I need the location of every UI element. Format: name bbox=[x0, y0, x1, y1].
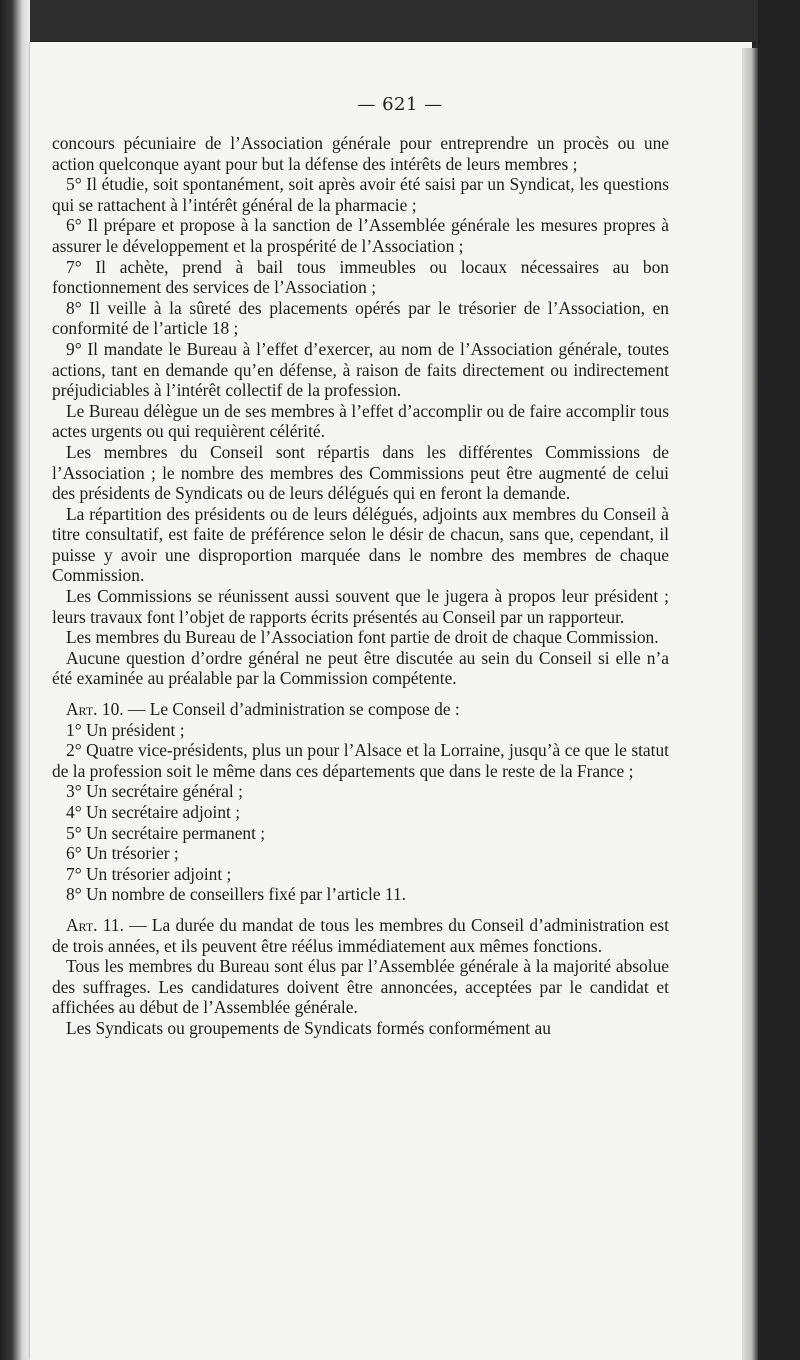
list-item: 8° Un nombre de conseillers fixé par l’article 11. bbox=[66, 884, 406, 905]
paragraph: La répartition des présidents ou de leurs délégués, adjoints aux membres du Conseil à titre consultatif, est faite de préférence selon le désir de chacun, sans que, cependant, il puisse y avoir une disproportion marquée dans le nombre des membres de chaque Commission. bbox=[52, 503, 669, 586]
facing-page-edge bbox=[0, 0, 30, 1360]
paragraph: Les Commissions se réunissent aussi souvent que le jugera à propos leur président ; leurs travaux font l’objet de rapports écrits présentés au Conseil par un rapporteur. bbox=[52, 586, 669, 627]
paragraph: Les Syndicats ou groupements de Syndicats formés conformément au bbox=[66, 1017, 551, 1038]
paragraph: 7° Il achète, prend à bail tous immeubles ou locaux nécessaires au bon fonctionnement des services de l’Association ; bbox=[52, 256, 669, 298]
article-11-heading: Art. 11. bbox=[66, 914, 124, 935]
paragraph: 6° Il prépare et propose à la sanction de l’Assemblée générale les mesures propres à assurer le développement et la prospérité de l’Association ; bbox=[52, 215, 669, 256]
article-10-heading: Art. 10. bbox=[66, 699, 124, 720]
article-11-text: — La durée du mandat de tous les membres du Conseil d’administration est de trois années, et ils peuvent être réélus immédiatement aux mêmes fonctions. bbox=[52, 914, 669, 956]
page-number: — 621 — bbox=[357, 94, 443, 115]
paragraph: concours pécuniaire de l’Association générale pour entreprendre un procès ou une action quelconque ayant pour but la défense des intérêts de leurs membres ; bbox=[52, 133, 669, 174]
list-item: 3° Un secrétaire général ; bbox=[66, 781, 243, 802]
list-item: 6° Un trésorier ; bbox=[66, 843, 179, 864]
article-11 bbox=[52, 915, 669, 956]
article-10 bbox=[52, 699, 669, 720]
paragraph: Aucune question d’ordre général ne peut être discutée au sein du Conseil si elle n’a été examinée au préalable par la Commission compétente. bbox=[52, 647, 669, 689]
list-item: 2° Quatre vice-présidents, plus un pour l’Alsace et la Lorraine, jusqu’à ce que le statut de la profession soit le même dans ces départements que dans le reste de la France ; bbox=[52, 740, 669, 781]
paragraph: Les membres du Conseil sont répartis dans les différentes Commissions de l’Association ; le nombre des membres des Commissions peut être augmenté de celui des présidents de Syndicats ou de leurs délégués qui en feront la demande. bbox=[52, 441, 669, 504]
spacer bbox=[52, 689, 669, 699]
list-item: 1° Un président ; bbox=[66, 719, 185, 740]
paragraph: 5° Il étudie, soit spontanément, soit après avoir été saisi par un Syndicat, les questions qui se rattachent à l’intérêt général de la pharmacie ; bbox=[52, 174, 669, 215]
paragraph: 8° Il veille à la sûreté des placements opérés par le trésorier de l’Association, en conformité de l’article 18 ; bbox=[52, 297, 669, 339]
list-item: 4° Un secrétaire adjoint ; bbox=[66, 802, 241, 822]
paragraph: 9° Il mandate le Bureau à l’effet d’exercer, au nom de l’Association générale, toutes actions, tant en demande qu’en défense, à raison de faits directement ou indirectement préjudiciables à l’intérêt collectif de la profession. bbox=[52, 338, 669, 401]
spacer bbox=[52, 905, 669, 915]
scan-border-right bbox=[758, 0, 800, 1360]
paragraph: Tous les membres du Bureau sont élus par l’Assemblée générale à la majorité absolue des suffrages. Les candidatures doivent être annoncées, acceptées par le candidat et affichées au début de l’Assemblée générale. bbox=[52, 956, 669, 1018]
list-item: 7° Un trésorier adjoint ; bbox=[66, 863, 232, 884]
article-10-text: — Le Conseil d’administration se compose de : bbox=[123, 699, 460, 720]
paragraph: Le Bureau délègue un de ses membres à l’effet d’accomplir ou de faire accomplir tous actes urgents ou qui requièrent célérité. bbox=[52, 400, 669, 442]
paragraph: Les membres du Bureau de l’Association font partie de droit de chaque Commission. bbox=[66, 627, 659, 648]
page-edge-shadow bbox=[742, 48, 758, 1360]
list-item: 5° Un secrétaire permanent ; bbox=[66, 822, 266, 843]
body-text bbox=[52, 133, 669, 1039]
scan-border-top bbox=[30, 0, 758, 42]
